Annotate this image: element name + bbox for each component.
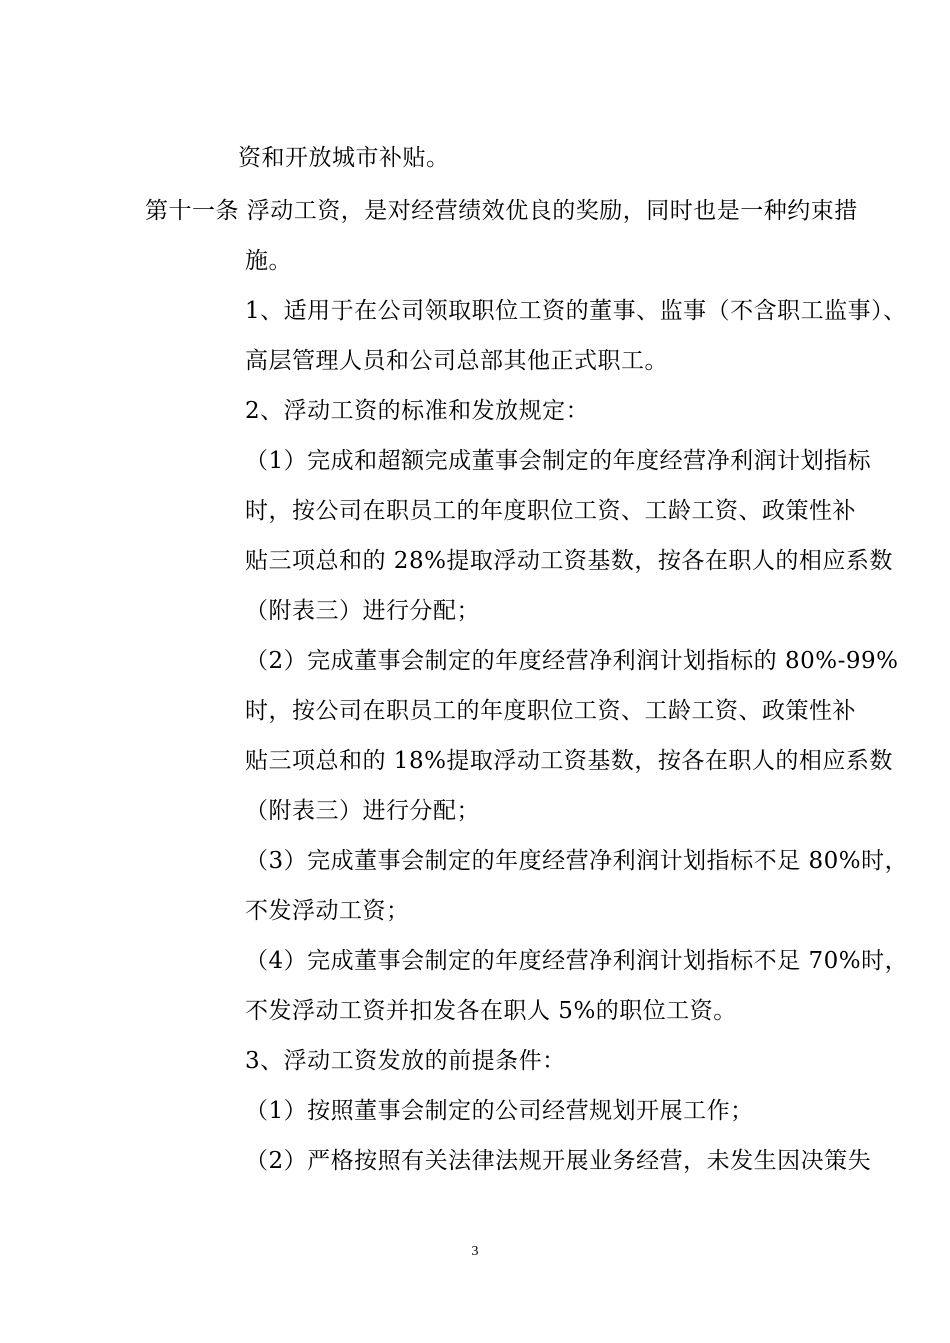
text-line: 施。 [245, 248, 292, 274]
page-number: 3 [471, 1244, 479, 1259]
text-line: （附表三）进行分配； [245, 598, 480, 624]
condition-2-line: （2）严格按照有关法律法规开展业务经营，未发生因决策失 [245, 1148, 872, 1174]
condition-1-line: （1）按照董事会制定的公司经营规划开展工作； [245, 1098, 754, 1124]
text-line: 贴三项总和的 18%提取浮动工资基数，按各在职人的相应系数 [245, 748, 893, 774]
article-heading-line: 第十一条 浮动工资，是对经营绩效优良的奖励，同时也是一种约束措 [145, 198, 858, 224]
text-line: （附表三）进行分配； [245, 798, 480, 824]
clause-1-line: 1、适用于在公司领取职位工资的董事、监事（不含职工监事）、 [245, 298, 907, 324]
text-line: 时，按公司在职员工的年度职位工资、工龄工资、政策性补 [245, 498, 856, 524]
clause-2-line: 2、浮动工资的标准和发放规定： [245, 398, 590, 424]
item-1-line: （1）完成和超额完成董事会制定的年度经营净利润计划指标 [245, 448, 872, 474]
text-line: 时，按公司在职员工的年度职位工资、工龄工资、政策性补 [245, 698, 856, 724]
text-line: 不发浮动工资并扣发各在职人 5%的职位工资。 [245, 998, 737, 1024]
clause-3-line: 3、浮动工资发放的前提条件： [245, 1048, 566, 1074]
text-line: 高层管理人员和公司总部其他正式职工。 [245, 348, 668, 374]
item-2-line: （2）完成董事会制定的年度经营净利润计划指标的 80%-99% [245, 648, 899, 674]
item-3-line: （3）完成董事会制定的年度经营净利润计划指标不足 80%时， [245, 848, 909, 874]
item-4-line: （4）完成董事会制定的年度经营净利润计划指标不足 70%时， [245, 948, 909, 974]
text-line: 资和开放城市补贴。 [238, 145, 450, 171]
text-line: 不发浮动工资； [245, 898, 410, 924]
text-line: 贴三项总和的 28%提取浮动工资基数，按各在职人的相应系数 [245, 548, 893, 574]
